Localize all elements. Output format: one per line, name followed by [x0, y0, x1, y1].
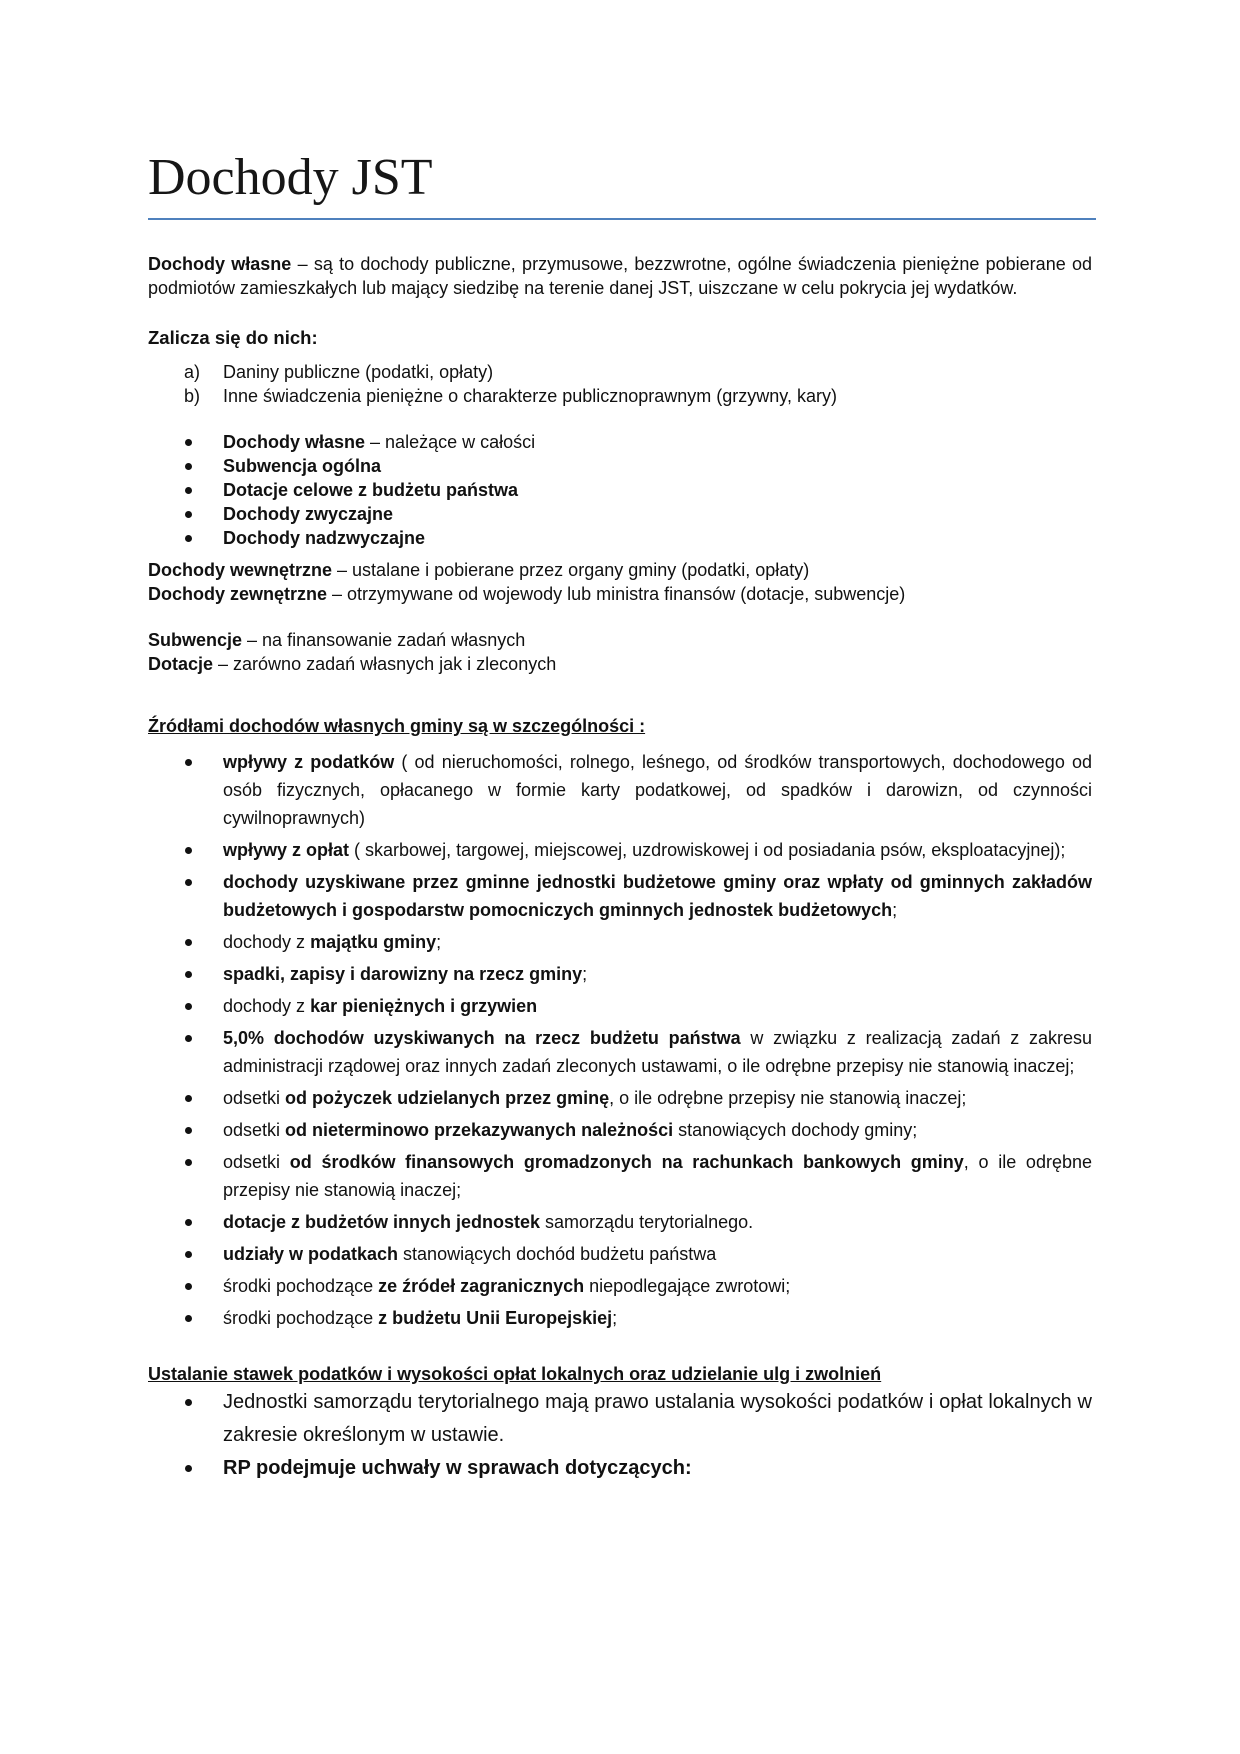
- bullet-icon: [185, 1315, 192, 1322]
- item-bold: wpływy z opłat: [223, 840, 350, 860]
- bullet-icon: [185, 879, 192, 886]
- definition-line: [148, 652, 1092, 676]
- item-text: środki pochodzące: [223, 1308, 379, 1328]
- alpha-marker: a): [184, 362, 201, 382]
- bullet-icon: [185, 1283, 192, 1290]
- list-item: [148, 502, 1092, 526]
- item-bold: kar pieniężnych i grzywien: [310, 996, 538, 1016]
- item-text: ;: [436, 932, 442, 952]
- bullet-icon: [185, 1127, 192, 1134]
- definition-text: – na finansowanie zadań własnych: [242, 630, 526, 650]
- item-text: stanowiących dochody gminy;: [673, 1120, 918, 1140]
- alpha-list: [148, 360, 1092, 408]
- item-text: ( skarbowej, targowej, miejscowej, uzdrowiskowej i od posiadania psów, eksploatacyjnej);: [349, 840, 1066, 860]
- definition-term: Dochody wewnętrzne: [148, 560, 333, 580]
- bullet-icon: [185, 847, 192, 854]
- item-text: Jednostki samorządu terytorialnego mają prawo ustalania wysokości podatków i opłat lokalnych w zakresie określonym w ustawie.: [223, 1391, 1092, 1446]
- list-item: [148, 960, 1092, 988]
- title-underline: [148, 218, 1096, 220]
- item-bold: spadki, zapisy i darowizny na rzecz gminy: [223, 964, 583, 984]
- definition-text: – otrzymywane od wojewody lub ministra finansów (dotacje, subwencje): [327, 584, 906, 604]
- rates-heading: Ustalanie stawek podatków i wysokości opłat lokalnych oraz udzielanie ulg i zwolnień: [148, 1364, 882, 1384]
- item-text: , o ile odrębne przepisy nie stanowią inaczej;: [609, 1088, 967, 1108]
- bullet-icon: [185, 1465, 192, 1472]
- includes-label: Zalicza się do nich:: [148, 327, 318, 348]
- bullet-icon: [185, 1159, 192, 1166]
- alpha-text: Daniny publiczne (podatki, opłaty): [223, 362, 494, 382]
- document-body: [148, 252, 1092, 1485]
- list-item: [148, 1116, 1092, 1144]
- item-text: stanowiących dochód budżetu państwa: [398, 1244, 717, 1264]
- alpha-item: [148, 360, 1092, 384]
- bullet-icon: [185, 1399, 192, 1406]
- types-list: [148, 430, 1092, 550]
- item-bold: majątku gminy: [310, 932, 437, 952]
- item-text: – należące w całości: [365, 432, 536, 452]
- alpha-item: [148, 384, 1092, 408]
- item-bold: z budżetu Unii Europejskiej: [378, 1308, 613, 1328]
- item-bold: Dochody własne: [223, 432, 366, 452]
- bullet-icon: [185, 463, 192, 470]
- item-text: odsetki: [223, 1120, 286, 1140]
- item-bold: Dochody zwyczajne: [223, 504, 394, 524]
- list-item: [148, 1304, 1092, 1332]
- list-item: [148, 836, 1092, 864]
- item-text: w związku z realizacją zadań z zakresu administracji rządowej oraz innych zadań zleconych ustawami, o ile odrębne przepisy nie stanowią inaczej;: [223, 1028, 1092, 1076]
- list-item: [148, 454, 1092, 478]
- item-text: niepodlegające zwrotowi;: [584, 1276, 791, 1296]
- bullet-icon: [185, 439, 192, 446]
- alpha-text: Inne świadczenia pieniężne o charakterze publicznoprawnym (grzywny, kary): [223, 386, 837, 406]
- item-bold: RP podejmuje uchwały w sprawach dotyczących:: [223, 1457, 692, 1479]
- list-item: [148, 928, 1092, 956]
- list-item: [148, 1024, 1092, 1080]
- list-item: [148, 526, 1092, 550]
- item-bold: 5,0% dochodów uzyskiwanych na rzecz budżetu państwa: [223, 1028, 741, 1048]
- list-item: [148, 748, 1092, 832]
- bullet-icon: [185, 971, 192, 978]
- item-bold: od nieterminowo przekazywanych należności: [285, 1120, 674, 1140]
- bullet-icon: [185, 939, 192, 946]
- list-item: [148, 868, 1092, 924]
- definition-text: – zarówno zadań własnych jak i zleconych: [213, 654, 557, 674]
- item-text: ;: [612, 1308, 618, 1328]
- intro-paragraph: [148, 252, 1092, 300]
- list-item: [148, 1148, 1092, 1204]
- item-bold: dotacje z budżetów innych jednostek: [223, 1212, 541, 1232]
- item-text: dochody z: [223, 932, 311, 952]
- bullet-icon: [185, 1219, 192, 1226]
- list-item: [148, 1084, 1092, 1112]
- item-bold: od pożyczek udzielanych przez gminę: [285, 1088, 610, 1108]
- item-bold: udziały w podatkach: [223, 1244, 399, 1264]
- list-item: [148, 1452, 1092, 1485]
- item-bold: wpływy z podatków: [223, 752, 395, 772]
- item-text: ;: [582, 964, 588, 984]
- item-text: samorządu terytorialnego.: [540, 1212, 754, 1232]
- definition-line: [148, 628, 1092, 652]
- sources-list: [148, 748, 1092, 1332]
- intro-text: – są to dochody publiczne, przymusowe, bezzwrotne, ogólne świadczenia pieniężne pobierane od podmiotów zamieszkałych lub mający siedzibę na terenie danej JST, uiszczane w celu pokrycia jej wydatków.: [148, 254, 1093, 298]
- list-item: [148, 1208, 1092, 1236]
- bullet-icon: [185, 535, 192, 542]
- list-item: [148, 478, 1092, 502]
- list-item: [148, 1240, 1092, 1268]
- bullet-icon: [185, 1035, 192, 1042]
- definition-term: Subwencje: [148, 630, 243, 650]
- list-item: [148, 1272, 1092, 1300]
- item-text: , o ile odrębne przepisy nie stanowią inaczej;: [223, 1152, 1092, 1200]
- item-text: odsetki: [223, 1088, 286, 1108]
- item-text: ;: [892, 900, 898, 920]
- bullet-icon: [185, 487, 192, 494]
- rates-list: [148, 1386, 1092, 1485]
- definition-term: Dotacje: [148, 654, 214, 674]
- item-text: dochody z: [223, 996, 311, 1016]
- bullet-icon: [185, 1003, 192, 1010]
- list-item: [148, 992, 1092, 1020]
- alpha-marker: b): [184, 386, 201, 406]
- bullet-icon: [185, 511, 192, 518]
- list-item: [148, 1386, 1092, 1452]
- item-text: środki pochodzące: [223, 1276, 379, 1296]
- definition-term: Dochody zewnętrzne: [148, 584, 328, 604]
- item-bold: dochody uzyskiwane przez gminne jednostki budżetowe gminy oraz wpłaty od gminnych zakładów budżetowych i gospodarstw pomocniczych gminnych jednostek budżetowych: [223, 872, 1092, 920]
- bullet-icon: [185, 759, 192, 766]
- bullet-icon: [185, 1095, 192, 1102]
- item-bold: od środków finansowych gromadzonych na rachunkach bankowych gminy: [289, 1152, 964, 1172]
- definition-line: [148, 582, 1092, 606]
- item-text: ( od nieruchomości, rolnego, leśnego, od środków transportowych, dochodowego od osób fizycznych, opłacanego w formie karty podatkowej, od spadków i darowizn, od czynności cywilnoprawnych): [223, 752, 1092, 828]
- item-bold: Subwencja ogólna: [223, 456, 382, 476]
- item-text: odsetki: [223, 1152, 290, 1172]
- item-bold: ze źródeł zagranicznych: [378, 1276, 585, 1296]
- item-bold: Dochody nadzwyczajne: [223, 528, 426, 548]
- page-title: Dochody JST: [148, 149, 433, 206]
- bullet-icon: [185, 1251, 192, 1258]
- list-item: [148, 430, 1092, 454]
- definition-text: – ustalane i pobierane przez organy gminy (podatki, opłaty): [332, 560, 810, 580]
- definition-line: [148, 558, 1092, 582]
- sources-heading: Źródłami dochodów własnych gminy są w szczególności :: [148, 716, 646, 736]
- intro-term: Dochody własne: [148, 254, 292, 274]
- item-bold: Dotacje celowe z budżetu państwa: [223, 480, 519, 500]
